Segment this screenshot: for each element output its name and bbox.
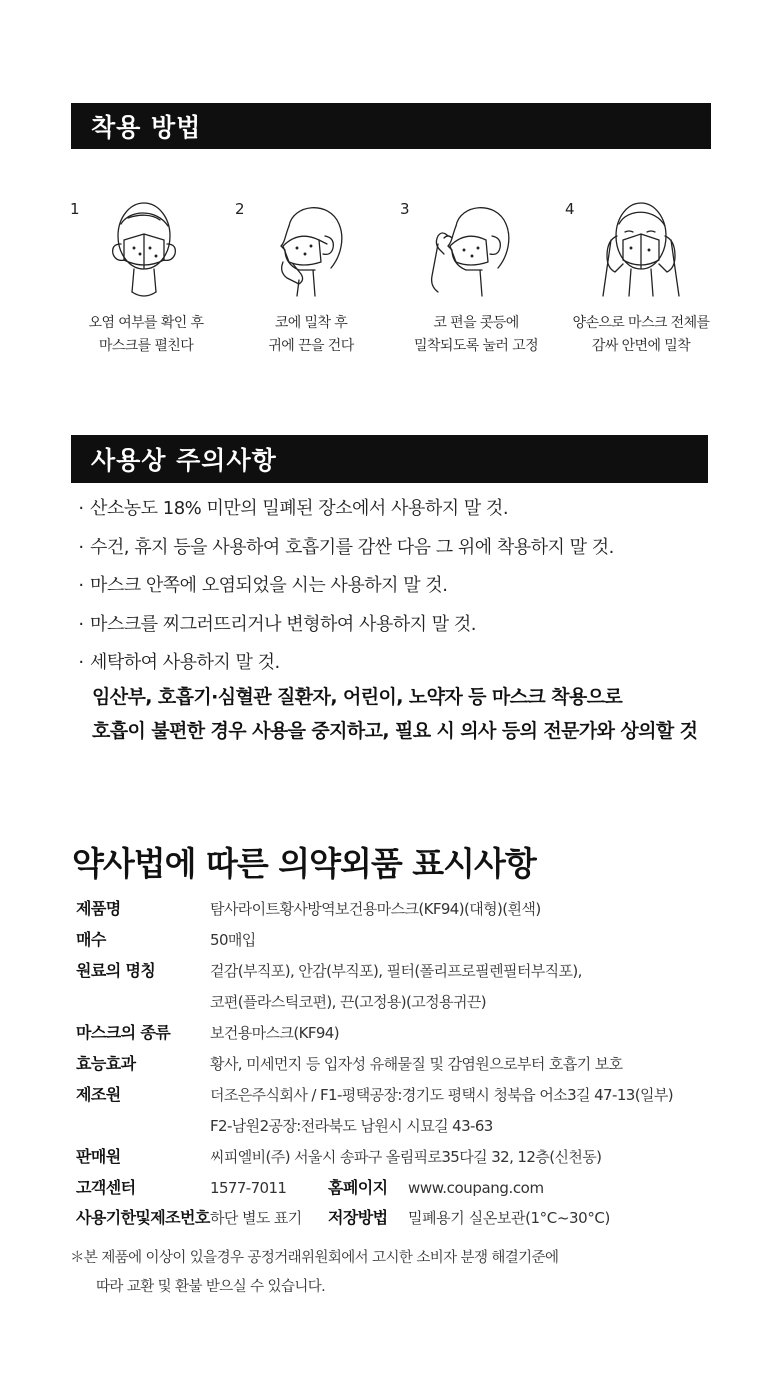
step-caption-line: 마스크를 펼친다 xyxy=(98,338,194,354)
step-number: 3 xyxy=(400,200,410,218)
step-caption xyxy=(66,312,226,358)
usage-section-title: 착용 방법 xyxy=(91,113,202,142)
bullet: · xyxy=(78,536,84,558)
caution-text: 마스크 안쪽에 오염되었을 시는 사용하지 말 것. xyxy=(90,575,448,596)
step-caption-line: 감싸 안면에 밀착 xyxy=(591,338,691,354)
spec-value: 코편(플라스틱코편), 끈(고정용)(고정용귀끈) xyxy=(210,993,486,1011)
spec-label: 매수 xyxy=(76,930,106,949)
spec-expiry xyxy=(76,1203,776,1233)
spec-label: 원료의 명칭 xyxy=(76,961,156,980)
spec-count xyxy=(76,925,776,955)
caution-text: 마스크를 찌그러뜨리거나 변형하여 사용하지 말 것. xyxy=(90,613,476,635)
spec-value: 탐사라이트황사방역보건용마스크(KF94)(대형)(흰색) xyxy=(210,900,541,918)
caution-text: 세탁하여 사용하지 말 것. xyxy=(90,652,280,673)
step-caption-line: 귀에 끈을 건다 xyxy=(268,338,354,354)
spec-label: 저장방법 xyxy=(328,1208,388,1227)
bullet: · xyxy=(78,498,84,519)
step-caption-line: 양손으로 마스크 전체를 xyxy=(572,315,710,331)
spec-value: 황사, 미세먼지 등 입자성 유해물질 및 감염원으로부터 호흡기 보호 xyxy=(210,1055,623,1073)
face-side-mask-icon xyxy=(259,196,359,304)
caution-item xyxy=(72,533,772,572)
bullet: · xyxy=(78,575,84,596)
spec-value: 보건용마스크(KF94) xyxy=(210,1024,339,1042)
usage-step-3 xyxy=(396,196,556,366)
spec-value: www.coupang.com xyxy=(408,1179,544,1197)
spec-value: 더조은주식회사 / F1-평택공장:경기도 평택시 청북읍 어소3길 47-13(일부) xyxy=(210,1086,673,1104)
spec-customer-center xyxy=(76,1173,776,1203)
usage-step-1 xyxy=(66,196,226,366)
spec-label: 제품명 xyxy=(76,899,121,918)
spec-value: 하단 별도 표기 xyxy=(210,1209,302,1227)
face-holding-mask-icon xyxy=(94,196,194,304)
spec-label: 고객센터 xyxy=(76,1178,136,1197)
step-caption-line: 코에 밀착 후 xyxy=(274,315,348,331)
step-number: 4 xyxy=(565,200,575,218)
spec-label: 사용기한및제조번호 xyxy=(76,1208,210,1227)
spec-label: 제조원 xyxy=(76,1085,121,1104)
spec-manufacturer-cont xyxy=(76,1111,776,1141)
spec-label: 판매원 xyxy=(76,1147,121,1166)
usage-section-header xyxy=(71,103,711,149)
footnote-line-2: 따라 교환 및 환불 받으실 수 있습니다. xyxy=(96,1279,326,1295)
caution-list xyxy=(72,494,772,687)
step-number: 1 xyxy=(70,200,80,218)
caution-text: 수건, 휴지 등을 사용하여 호흡기를 감싼 다음 그 위에 착용하지 말 것. xyxy=(90,536,614,558)
caution-section-title: 사용상 주의사항 xyxy=(91,446,277,475)
footnote-line-1: ＊본 제품에 이상이 있을경우 공정거래위원회에서 고시한 소비자 분쟁 해결기준에 xyxy=(70,1250,559,1266)
spec-value: 1577-7011 xyxy=(210,1179,287,1197)
caution-item xyxy=(72,610,772,649)
spec-value: 씨피엘비(주) 서울시 송파구 올림픽로35다길 32, 12층(신천동) xyxy=(210,1148,602,1166)
pharma-section-title: 약사법에 따른 의약외품 표시사항 xyxy=(72,844,536,883)
usage-step-4 xyxy=(561,196,721,366)
spec-label: 홈페이지 xyxy=(328,1178,388,1197)
spec-label: 마스크의 종류 xyxy=(76,1023,171,1042)
step-caption-line: 밀착되도록 눌러 고정 xyxy=(413,338,539,354)
step-caption xyxy=(396,312,556,358)
spec-mask-type xyxy=(76,1018,776,1048)
caution-text: 산소농도 18% 미만의 밀폐된 장소에서 사용하지 말 것. xyxy=(90,498,509,519)
spec-value: 50매입 xyxy=(210,931,256,949)
caution-item xyxy=(72,494,772,533)
spec-value: F2-남원2공장:전라북도 남원시 시묘길 43-63 xyxy=(210,1117,493,1135)
warning-line-2: 호흡이 불편한 경우 사용을 중지하고, 필요 시 의사 등의 전문가와 상의할 것 xyxy=(92,720,698,742)
caution-section-header xyxy=(71,435,708,483)
spec-seller xyxy=(76,1142,776,1172)
spec-product-name xyxy=(76,894,776,924)
step-number: 2 xyxy=(235,200,245,218)
spec-efficacy xyxy=(76,1049,776,1079)
step-caption xyxy=(231,312,391,358)
spec-label: 효능효과 xyxy=(76,1054,136,1073)
caution-item xyxy=(72,571,772,610)
face-pressing-nose-icon xyxy=(424,196,524,304)
spec-value: 겉감(부직포), 안감(부직포), 필터(폴리프로필렌필터부직포), xyxy=(210,962,582,980)
step-caption xyxy=(561,312,721,358)
warning-line-1: 임산부, 호흡기·심혈관 질환자, 어린이, 노약자 등 마스크 착용으로 xyxy=(92,686,623,708)
bullet: · xyxy=(78,613,84,635)
step-caption-line: 오염 여부를 확인 후 xyxy=(88,315,204,331)
spec-manufacturer xyxy=(76,1080,776,1110)
bullet: · xyxy=(78,652,84,673)
face-both-hands-mask-icon xyxy=(589,196,689,304)
usage-steps xyxy=(66,196,726,366)
caution-item xyxy=(72,648,772,687)
spec-materials xyxy=(76,956,776,986)
spec-value: 밀폐용기 실온보관(1°C~30°C) xyxy=(408,1209,610,1227)
step-caption-line: 코 편을 콧등에 xyxy=(433,315,519,331)
spec-materials-cont xyxy=(76,987,776,1017)
usage-step-2 xyxy=(231,196,391,366)
